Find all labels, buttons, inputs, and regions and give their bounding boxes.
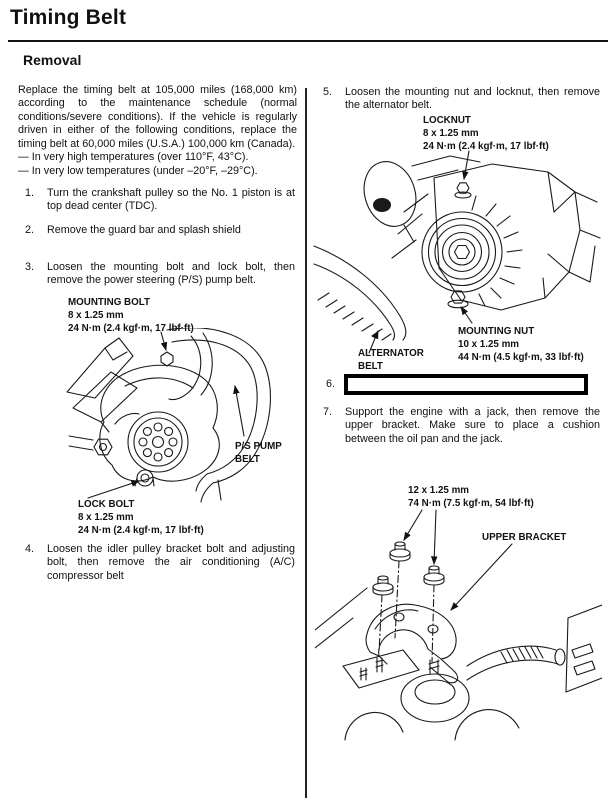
label-line: 12 x 1.25 mm	[408, 485, 470, 496]
label-line: 24 N·m (2.4 kgf·m, 17 lbf·ft)	[423, 141, 549, 152]
label-line: UPPER BRACKET	[482, 532, 567, 543]
label-locknut	[423, 114, 549, 153]
step-text: Loosen the mounting nut and locknut, then remove the alternator belt.	[345, 86, 600, 112]
label-line: BELT	[358, 361, 383, 372]
label-line: 8 x 1.25 mm	[423, 128, 479, 139]
step-number: 3.	[25, 261, 35, 273]
step-text: Support the engine with a jack, then remove the upper bracket. Make sure to place a cushion between the oil pan and the jack.	[345, 406, 600, 445]
step-1	[25, 187, 295, 214]
label-alternator-belt	[358, 347, 424, 373]
intro-paragraph: Replace the timing belt at 105,000 miles (168,000 km) according to the maintenance schedule (normal conditions/severe conditions). If the vehicle is regularly driven in either of the following conditions, replace the timing belt at 60,000 miles (U.S.A.) 100,000 km (Canada).	[18, 84, 297, 150]
label-mounting-nut	[458, 325, 584, 364]
label-line: BELT	[235, 454, 260, 465]
label-line: P/S PUMP	[235, 441, 282, 452]
label-line: 10 x 1.25 mm	[458, 339, 520, 350]
label-line: 8 x 1.25 mm	[68, 310, 124, 321]
step-2	[25, 224, 295, 237]
label-lock-bolt	[78, 498, 204, 537]
label-line: 24 N·m (2.4 kgf·m, 17 lbf·ft)	[78, 525, 204, 536]
title-rule	[8, 40, 608, 42]
step-3	[25, 261, 295, 288]
label-line: 44 N·m (4.5 kgf·m, 33 lbf·ft)	[458, 352, 584, 363]
page-title: Timing Belt	[10, 6, 127, 29]
label-upper-bracket-bolts	[408, 484, 534, 510]
condition-low-temp: — In very low temperatures (under –20°F, –29°C).	[18, 164, 258, 177]
label-mounting-bolt	[68, 296, 194, 335]
step-text: Loosen the mounting bolt and lock bolt, then remove the power steering (P/S) pump belt.	[47, 261, 295, 287]
section-heading: Removal	[23, 52, 82, 68]
step-number: 1.	[25, 187, 35, 199]
step-5	[323, 86, 600, 113]
step-number: 7.	[323, 406, 333, 418]
step-text: Remove the guard bar and splash shield	[47, 224, 241, 236]
step-7	[323, 406, 600, 446]
step-number: 6.	[326, 378, 336, 390]
condition-high-temp: — In very high temperatures (over 110°F, 43°C).	[18, 151, 249, 163]
label-line: 8 x 1.25 mm	[78, 512, 134, 523]
column-divider	[305, 88, 307, 798]
label-line: LOCK BOLT	[78, 499, 135, 510]
label-ps-pump-belt	[235, 440, 282, 466]
step-text: Turn the crankshaft pulley so the No. 1 piston is at top dead center (TDC).	[47, 187, 295, 213]
label-line: LOCKNUT	[423, 115, 471, 126]
label-line: 74 N·m (7.5 kgf·m, 54 lbf·ft)	[408, 498, 534, 509]
label-upper-bracket	[482, 531, 566, 544]
label-line: 24 N·m (2.4 kgf·m, 17 lbf·ft)	[68, 323, 194, 334]
step-6	[326, 378, 346, 391]
step-text: Loosen the idler pulley bracket bolt and adjusting bolt, then remove the air conditioning (A/C) compressor belt	[47, 543, 295, 582]
label-line: MOUNTING BOLT	[68, 297, 150, 308]
ps-pump-illustration	[55, 328, 305, 503]
step-number: 5.	[323, 86, 333, 98]
label-line: MOUNTING NUT	[458, 326, 535, 337]
label-line: ALTERNATOR	[358, 348, 424, 359]
redacted-step-6-box	[344, 374, 588, 395]
step-number: 2.	[25, 224, 35, 236]
step-4	[25, 543, 295, 583]
step-number: 4.	[25, 543, 35, 555]
